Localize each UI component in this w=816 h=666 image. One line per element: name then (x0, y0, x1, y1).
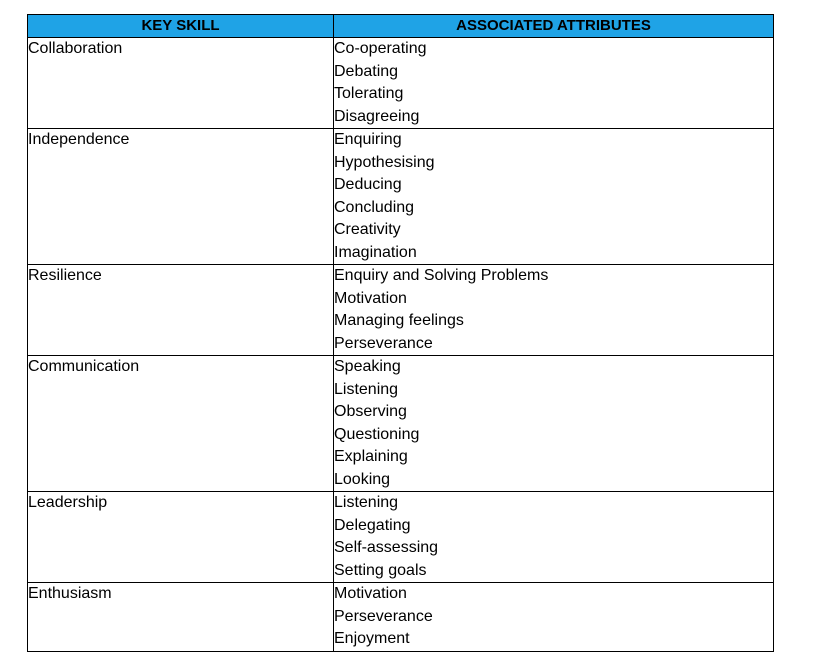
attribute-item: Observing (334, 403, 407, 420)
attributes-cell (334, 356, 774, 492)
skill-cell: Collaboration (28, 38, 334, 129)
skill-cell: Resilience (28, 265, 334, 356)
table-row (28, 38, 774, 129)
attribute-item: Enjoyment (334, 630, 410, 647)
attribute-item: Setting goals (334, 561, 427, 579)
key-skills-table (27, 14, 774, 652)
attribute-item: Explaining (334, 448, 408, 465)
attribute-item: Enquiry and Solving Problems (334, 267, 549, 284)
attribute-item: Managing feelings (334, 312, 464, 329)
attribute-item: Creativity (334, 221, 401, 238)
header-key-skill: KEY SKILL (28, 15, 334, 38)
attribute-item: Self-assessing (334, 539, 439, 556)
attribute-item: Motivation (334, 585, 407, 602)
attribute-item: Hypothesising (334, 153, 435, 171)
attribute-item: Questioning (334, 425, 420, 443)
attribute-item: Debating (334, 62, 399, 80)
header-associated-attributes: ASSOCIATED ATTRIBUTES (334, 15, 774, 38)
attributes-cell (334, 583, 774, 652)
table-row (28, 265, 774, 356)
attribute-item: Listening (334, 380, 399, 398)
attributes-cell (334, 265, 774, 356)
attributes-cell (334, 129, 774, 265)
attribute-item: Deducing (334, 176, 402, 193)
table-row (28, 492, 774, 583)
skill-cell: Communication (28, 356, 334, 492)
header-row (28, 15, 774, 38)
table-row (28, 356, 774, 492)
table-row (28, 583, 774, 652)
attribute-item: Listening (334, 494, 399, 511)
attributes-cell (334, 492, 774, 583)
attribute-item: Perseverance (334, 334, 433, 352)
attributes-cell (334, 38, 774, 129)
attribute-item: Perseverance (334, 607, 433, 625)
attribute-item: Delegating (334, 516, 411, 534)
attribute-item: Co-operating (334, 40, 427, 57)
attribute-item: Tolerating (334, 85, 404, 102)
attribute-item: Enquiring (334, 131, 402, 148)
attribute-item: Motivation (334, 289, 407, 307)
skill-cell: Enthusiasm (28, 583, 334, 652)
skill-cell: Leadership (28, 492, 334, 583)
attribute-item: Looking (334, 470, 391, 488)
attribute-item: Imagination (334, 243, 417, 261)
attribute-item: Speaking (334, 358, 401, 375)
table-row (28, 129, 774, 265)
attribute-item: Disagreeing (334, 107, 420, 125)
attribute-item: Concluding (334, 198, 415, 216)
skill-cell: Independence (28, 129, 334, 265)
